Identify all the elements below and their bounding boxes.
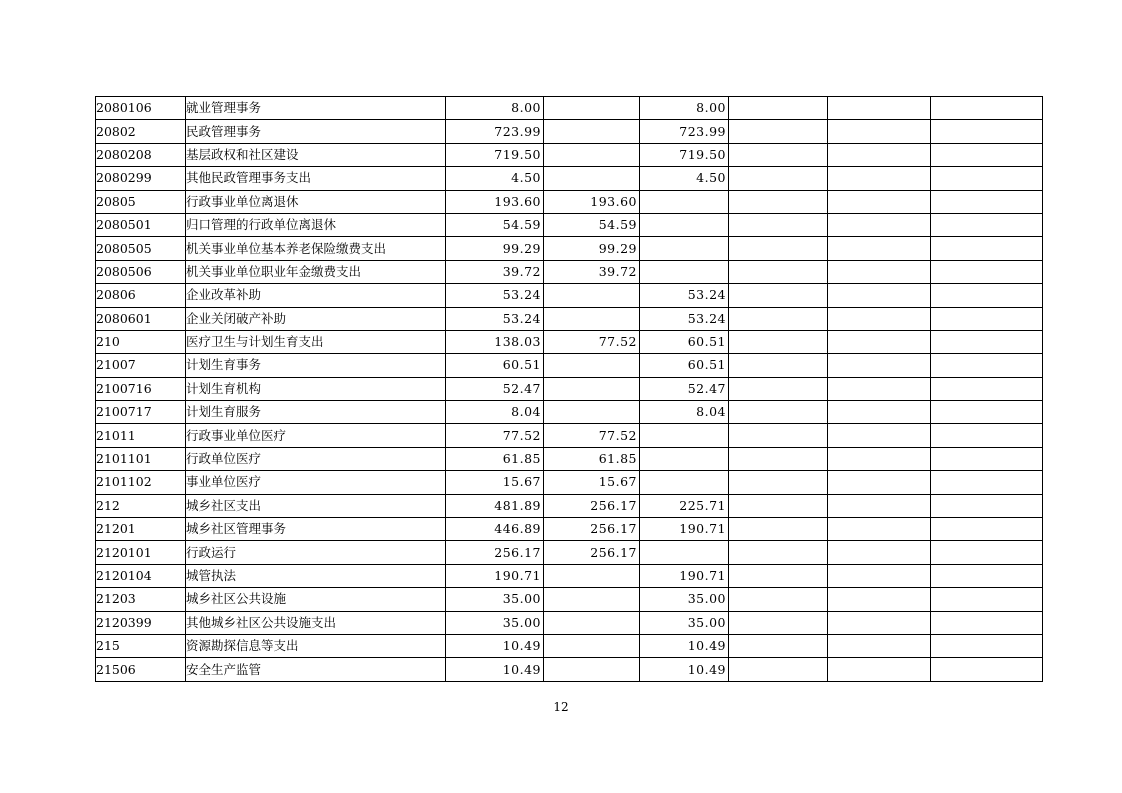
cell-empty — [931, 120, 1043, 143]
table-row — [96, 354, 1043, 377]
cell-name: 机关事业单位职业年金缴费支出 — [186, 260, 446, 283]
cell-code: 20802 — [96, 120, 186, 143]
cell-empty — [931, 284, 1043, 307]
cell-empty — [729, 564, 828, 587]
page-number: 12 — [553, 700, 569, 714]
cell-basic: 256.17 — [544, 494, 640, 517]
cell-empty — [729, 634, 828, 657]
cell-empty — [828, 424, 931, 447]
table-row — [96, 190, 1043, 213]
table-row — [96, 213, 1043, 236]
cell-basic — [544, 97, 640, 120]
cell-total: 8.04 — [446, 401, 544, 424]
cell-name: 医疗卫生与计划生育支出 — [186, 330, 446, 353]
cell-empty — [828, 213, 931, 236]
cell-basic — [544, 634, 640, 657]
cell-code: 21506 — [96, 658, 186, 681]
table-row — [96, 260, 1043, 283]
cell-empty — [729, 213, 828, 236]
cell-code: 20806 — [96, 284, 186, 307]
cell-total: 10.49 — [446, 658, 544, 681]
cell-empty — [828, 377, 931, 400]
cell-total: 61.85 — [446, 447, 544, 470]
cell-project — [640, 190, 729, 213]
cell-total: 138.03 — [446, 330, 544, 353]
cell-basic: 77.52 — [544, 424, 640, 447]
cell-total: 719.50 — [446, 143, 544, 166]
cell-project: 723.99 — [640, 120, 729, 143]
cell-empty — [729, 97, 828, 120]
cell-empty — [729, 284, 828, 307]
cell-code: 2120399 — [96, 611, 186, 634]
cell-code: 2080505 — [96, 237, 186, 260]
cell-project — [640, 213, 729, 236]
cell-basic: 61.85 — [544, 447, 640, 470]
cell-empty — [828, 634, 931, 657]
cell-total: 4.50 — [446, 167, 544, 190]
cell-empty — [729, 143, 828, 166]
cell-empty — [931, 190, 1043, 213]
cell-project — [640, 447, 729, 470]
cell-empty — [931, 97, 1043, 120]
cell-empty — [931, 564, 1043, 587]
cell-basic: 39.72 — [544, 260, 640, 283]
cell-empty — [828, 588, 931, 611]
cell-empty — [931, 588, 1043, 611]
cell-basic: 77.52 — [544, 330, 640, 353]
cell-basic — [544, 354, 640, 377]
cell-empty — [828, 284, 931, 307]
cell-code: 2080106 — [96, 97, 186, 120]
cell-project — [640, 237, 729, 260]
cell-project: 60.51 — [640, 354, 729, 377]
cell-code: 212 — [96, 494, 186, 517]
cell-empty — [931, 424, 1043, 447]
cell-empty — [828, 143, 931, 166]
cell-code: 2080601 — [96, 307, 186, 330]
cell-total: 60.51 — [446, 354, 544, 377]
cell-empty — [931, 518, 1043, 541]
cell-project: 10.49 — [640, 658, 729, 681]
cell-project: 60.51 — [640, 330, 729, 353]
cell-name: 行政运行 — [186, 541, 446, 564]
cell-code: 2101102 — [96, 471, 186, 494]
cell-basic — [544, 377, 640, 400]
cell-empty — [729, 494, 828, 517]
cell-total: 99.29 — [446, 237, 544, 260]
cell-project: 53.24 — [640, 307, 729, 330]
cell-code: 210 — [96, 330, 186, 353]
cell-project — [640, 471, 729, 494]
cell-empty — [828, 190, 931, 213]
cell-code: 21201 — [96, 518, 186, 541]
cell-empty — [828, 494, 931, 517]
cell-name: 基层政权和社区建设 — [186, 143, 446, 166]
cell-project: 225.71 — [640, 494, 729, 517]
cell-empty — [729, 541, 828, 564]
cell-basic — [544, 284, 640, 307]
table-row — [96, 307, 1043, 330]
cell-empty — [931, 330, 1043, 353]
cell-code: 2120101 — [96, 541, 186, 564]
cell-empty — [828, 120, 931, 143]
cell-project: 10.49 — [640, 634, 729, 657]
cell-total: 193.60 — [446, 190, 544, 213]
cell-code: 2080501 — [96, 213, 186, 236]
cell-total: 446.89 — [446, 518, 544, 541]
cell-total: 190.71 — [446, 564, 544, 587]
cell-project: 190.71 — [640, 564, 729, 587]
cell-empty — [828, 541, 931, 564]
cell-code: 21007 — [96, 354, 186, 377]
cell-empty — [931, 260, 1043, 283]
table-row — [96, 658, 1043, 681]
table-row — [96, 518, 1043, 541]
cell-empty — [931, 167, 1043, 190]
cell-basic: 99.29 — [544, 237, 640, 260]
cell-name: 归口管理的行政单位离退休 — [186, 213, 446, 236]
cell-basic — [544, 167, 640, 190]
cell-total: 8.00 — [446, 97, 544, 120]
cell-empty — [729, 237, 828, 260]
cell-empty — [931, 377, 1043, 400]
cell-project: 4.50 — [640, 167, 729, 190]
cell-empty — [828, 518, 931, 541]
cell-name: 计划生育服务 — [186, 401, 446, 424]
cell-empty — [729, 307, 828, 330]
cell-code: 2100717 — [96, 401, 186, 424]
table-row — [96, 143, 1043, 166]
cell-project: 190.71 — [640, 518, 729, 541]
cell-basic — [544, 120, 640, 143]
cell-basic — [544, 658, 640, 681]
cell-empty — [931, 541, 1043, 564]
cell-empty — [828, 471, 931, 494]
cell-empty — [828, 354, 931, 377]
table-row — [96, 97, 1043, 120]
cell-empty — [931, 494, 1043, 517]
cell-project: 719.50 — [640, 143, 729, 166]
cell-total: 256.17 — [446, 541, 544, 564]
cell-empty — [729, 658, 828, 681]
cell-empty — [729, 120, 828, 143]
cell-empty — [729, 401, 828, 424]
cell-empty — [729, 377, 828, 400]
cell-empty — [931, 237, 1043, 260]
cell-total: 481.89 — [446, 494, 544, 517]
cell-empty — [931, 634, 1043, 657]
cell-total: 53.24 — [446, 284, 544, 307]
cell-empty — [729, 167, 828, 190]
table-row — [96, 167, 1043, 190]
cell-name: 计划生育事务 — [186, 354, 446, 377]
cell-code: 21203 — [96, 588, 186, 611]
cell-project: 35.00 — [640, 588, 729, 611]
cell-empty — [729, 260, 828, 283]
cell-empty — [931, 611, 1043, 634]
cell-code: 215 — [96, 634, 186, 657]
cell-empty — [931, 213, 1043, 236]
cell-empty — [931, 307, 1043, 330]
cell-empty — [729, 518, 828, 541]
cell-total: 52.47 — [446, 377, 544, 400]
cell-name: 城乡社区公共设施 — [186, 588, 446, 611]
cell-name: 企业关闭破产补助 — [186, 307, 446, 330]
cell-empty — [931, 354, 1043, 377]
cell-empty — [931, 401, 1043, 424]
cell-name: 城管执法 — [186, 564, 446, 587]
table-row — [96, 471, 1043, 494]
cell-name: 安全生产监管 — [186, 658, 446, 681]
cell-basic: 256.17 — [544, 518, 640, 541]
cell-total: 723.99 — [446, 120, 544, 143]
cell-empty — [931, 471, 1043, 494]
table-row — [96, 494, 1043, 517]
cell-code: 2080299 — [96, 167, 186, 190]
table-row — [96, 541, 1043, 564]
cell-empty — [729, 190, 828, 213]
cell-name: 其他城乡社区公共设施支出 — [186, 611, 446, 634]
cell-code: 2100716 — [96, 377, 186, 400]
cell-basic — [544, 401, 640, 424]
cell-basic — [544, 611, 640, 634]
cell-empty — [729, 424, 828, 447]
cell-empty — [828, 401, 931, 424]
cell-empty — [729, 447, 828, 470]
cell-project: 53.24 — [640, 284, 729, 307]
cell-name: 城乡社区支出 — [186, 494, 446, 517]
cell-name: 机关事业单位基本养老保险缴费支出 — [186, 237, 446, 260]
cell-total: 39.72 — [446, 260, 544, 283]
cell-empty — [828, 307, 931, 330]
cell-empty — [828, 611, 931, 634]
cell-empty — [828, 97, 931, 120]
table-row — [96, 237, 1043, 260]
table-row — [96, 377, 1043, 400]
table-row — [96, 588, 1043, 611]
cell-basic — [544, 307, 640, 330]
cell-empty — [729, 330, 828, 353]
cell-empty — [828, 330, 931, 353]
cell-empty — [828, 447, 931, 470]
cell-total: 35.00 — [446, 611, 544, 634]
cell-name: 企业改革补助 — [186, 284, 446, 307]
cell-name: 事业单位医疗 — [186, 471, 446, 494]
table-row — [96, 611, 1043, 634]
cell-code: 2080208 — [96, 143, 186, 166]
cell-project — [640, 541, 729, 564]
cell-name: 资源勘探信息等支出 — [186, 634, 446, 657]
cell-total: 54.59 — [446, 213, 544, 236]
cell-total: 10.49 — [446, 634, 544, 657]
cell-project: 8.04 — [640, 401, 729, 424]
table-row — [96, 634, 1043, 657]
cell-empty — [931, 143, 1043, 166]
cell-basic: 54.59 — [544, 213, 640, 236]
cell-name: 计划生育机构 — [186, 377, 446, 400]
cell-basic: 256.17 — [544, 541, 640, 564]
cell-code: 2101101 — [96, 447, 186, 470]
cell-name: 城乡社区管理事务 — [186, 518, 446, 541]
cell-code: 2080506 — [96, 260, 186, 283]
table-row — [96, 284, 1043, 307]
budget-table — [95, 96, 1043, 682]
cell-total: 35.00 — [446, 588, 544, 611]
cell-project: 8.00 — [640, 97, 729, 120]
cell-basic: 193.60 — [544, 190, 640, 213]
cell-project — [640, 260, 729, 283]
table-row — [96, 330, 1043, 353]
cell-empty — [729, 471, 828, 494]
table-body — [96, 97, 1043, 682]
cell-empty — [828, 564, 931, 587]
cell-empty — [828, 658, 931, 681]
cell-basic — [544, 588, 640, 611]
table-row — [96, 120, 1043, 143]
cell-total: 15.67 — [446, 471, 544, 494]
table-row — [96, 447, 1043, 470]
cell-project — [640, 424, 729, 447]
cell-name: 行政单位医疗 — [186, 447, 446, 470]
cell-total: 53.24 — [446, 307, 544, 330]
table-row — [96, 424, 1043, 447]
cell-empty — [729, 611, 828, 634]
cell-empty — [931, 658, 1043, 681]
cell-code: 21011 — [96, 424, 186, 447]
cell-code: 2120104 — [96, 564, 186, 587]
cell-empty — [828, 260, 931, 283]
cell-name: 行政事业单位离退休 — [186, 190, 446, 213]
cell-name: 就业管理事务 — [186, 97, 446, 120]
cell-project: 35.00 — [640, 611, 729, 634]
cell-empty — [931, 447, 1043, 470]
cell-project: 52.47 — [640, 377, 729, 400]
cell-basic: 15.67 — [544, 471, 640, 494]
cell-total: 77.52 — [446, 424, 544, 447]
cell-name: 民政管理事务 — [186, 120, 446, 143]
cell-empty — [828, 167, 931, 190]
table-row — [96, 401, 1043, 424]
cell-empty — [729, 588, 828, 611]
cell-name: 其他民政管理事务支出 — [186, 167, 446, 190]
cell-empty — [729, 354, 828, 377]
cell-basic — [544, 564, 640, 587]
cell-empty — [828, 237, 931, 260]
cell-code: 20805 — [96, 190, 186, 213]
table-row — [96, 564, 1043, 587]
cell-basic — [544, 143, 640, 166]
cell-name: 行政事业单位医疗 — [186, 424, 446, 447]
